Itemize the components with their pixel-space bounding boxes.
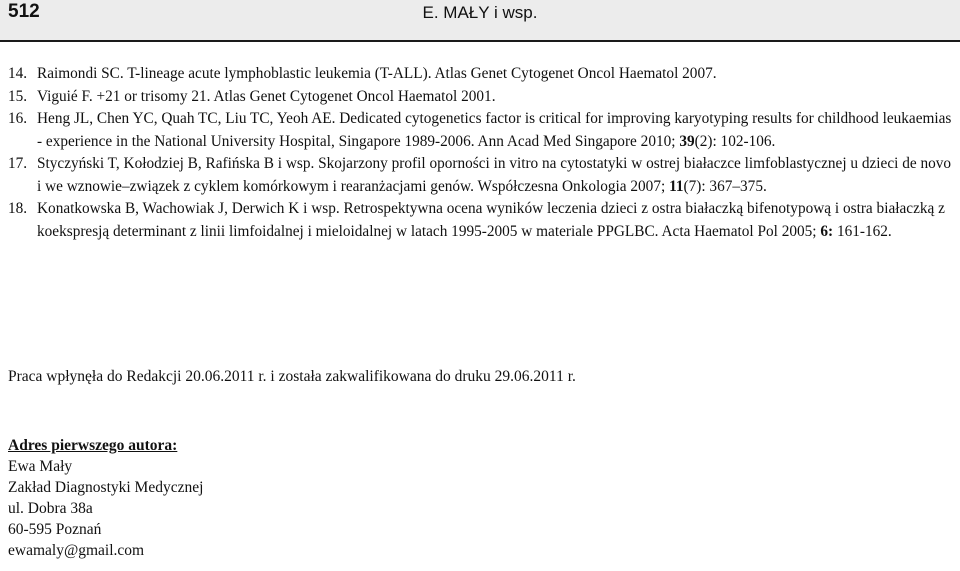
reference-item: [8, 153, 952, 198]
reference-list: [8, 63, 952, 243]
address-heading: Adres pierwszego autora:: [8, 437, 178, 454]
address-line: Zakład Diagnostyki Medycznej: [8, 479, 204, 496]
reference-number: 17.: [8, 155, 28, 172]
page-header: [0, 0, 960, 42]
page-number: 512: [8, 1, 40, 22]
reference-text: Raimondi SC. T-lineage acute lymphoblastic leukemia (T-ALL). Atlas Genet Cytogenet Oncol Haematol 2007.: [37, 65, 717, 82]
address-line: 60-595 Poznań: [8, 521, 102, 538]
reference-pages: 161-162.: [833, 222, 892, 240]
reference-text: Styczyński T, Kołodziej B, Rafińska B i wsp. Skojarzony profil oporności in vitro na cytostatyki w ostrej białaczce limfoblastycznej u dzieci de novo i we wznowie–związek z cyklem komórkowym i rearanżacjami genów. Współczesna Onkologia 2007;: [37, 155, 952, 195]
running-head: E. MAŁY i wsp.: [422, 3, 538, 22]
reference-number: 14.: [8, 65, 28, 82]
reference-text: Viguié F. +21 or trisomy 21. Atlas Genet Cytogenet Oncol Haematol 2001.: [37, 87, 496, 105]
address-line: ul. Dobra 38a: [8, 500, 93, 517]
received-note: Praca wpłynęła do Redakcji 20.06.2011 r. i została zakwalifikowana do druku 29.06.2011 r.: [8, 368, 576, 385]
reference-volume: 39: [679, 132, 695, 150]
reference-item: [8, 63, 952, 86]
reference-number: 18.: [8, 200, 28, 217]
reference-item: [8, 198, 952, 243]
author-address: [8, 435, 203, 561]
reference-text: Konatkowska B, Wachowiak J, Derwich K i wsp. Retrospektywna ocena wyników leczenia dzieci z ostra białaczką bifenotypową i ostra białaczką z koekspresją determinant z linii limfoidalnej i mieloidalnej w latach 1995-2005 w materiale PPGLBC. Acta Haematol Pol 2005;: [37, 200, 945, 240]
reference-item: [8, 108, 952, 153]
reference-number: 15.: [8, 87, 28, 105]
reference-pages: (2): 102-106.: [694, 132, 776, 150]
address-line: Ewa Mały: [8, 458, 73, 475]
reference-number: 16.: [8, 110, 28, 127]
reference-volume: 11: [669, 177, 684, 195]
reference-volume: 6:: [820, 222, 834, 240]
reference-item: [8, 86, 952, 109]
reference-pages: (7): 367–375.: [683, 177, 767, 195]
reference-text: Heng JL, Chen YC, Quah TC, Liu TC, Yeoh AE. Dedicated cytogenetics factor is critical for improving karyotyping results for childhood leukaemias - experience in the National University Hospital, Singapore 1989-2006. Ann Acad Med Singapore 2010;: [37, 110, 952, 150]
author-email: ewamaly@gmail.com: [8, 542, 145, 559]
